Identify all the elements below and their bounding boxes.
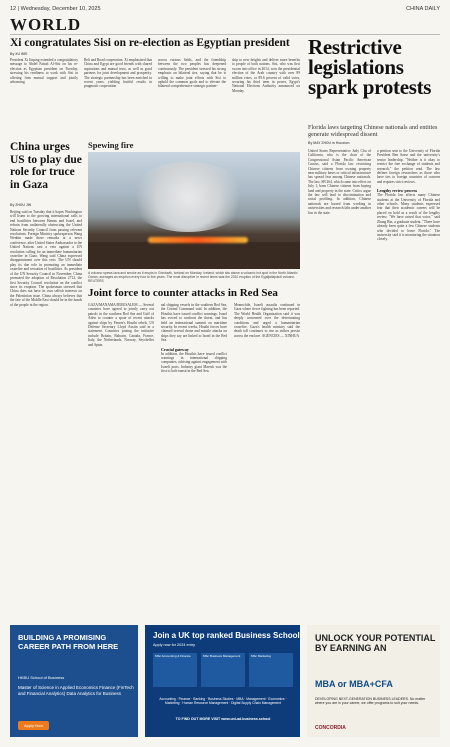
concordia-ad-mba: MBA or MBA+CFA [315, 679, 393, 689]
concordia-ad-title: UNLOCK YOUR POTENTIAL BY EARNING AN [315, 633, 436, 653]
program-tile[interactable]: MSc Accounting & Finance [153, 653, 197, 687]
hkbu-ad-title: BUILDING A PROMISING CAREER PATH FROM HERE [18, 633, 119, 651]
red-sea-column-3: Meanwhile, Israeli assaults continued in Gaza where fierce fighting has been reported. The World Health Organization said it was deeply concerned over the deteriorating conditions and urged a humanitarian ceasefire. Gaza's health ministry said the death toll continues to rise as strikes persist across the enclave. AGENCIES — XINHUA [234, 303, 300, 338]
red-sea-headline: Joint force to counter attacks in Red Sea [88, 287, 278, 299]
china-us-byline: By ZHOU JIN [10, 203, 32, 207]
masthead: CHINA DAILY [406, 6, 440, 12]
smoke-plume [128, 162, 248, 232]
xi-column-2: Belt and Road cooperation. Xi emphasized that China and Egypt are good friends with shared aspirations and mutual trust, as well as good partners for joint development and prosperity. The strategic partnership has been enriched in recent years, yielding fruitful results in pragmatic cooperation [84, 58, 152, 89]
volcano-photo [88, 152, 300, 269]
uk-ad-program-list: Accounting · Finance · Banking · Business Studies · MBA · Management · Economics · Marketing · Human Resource Management · Digital Supply Chain Management [159, 697, 287, 706]
florida-column-2-text: a petition sent to the University of Florida President Ben Sasse and the university's senior leadership. "Neither is it okay to restrict the free exchange of students and research," the petition read. The law defines foreign researchers as those who have ties to foreign countries of concern and requires strict reviews. [377, 149, 440, 184]
page-header [10, 4, 440, 14]
red-sea-column-2-text: nal shipping vessels in the southern Red Sea, the Central Command said. In addition, the Houthis have issued conflict warnings. Israel has vowed to confront the threat, and has held an international summit on maritime security. In recent weeks, Houthi forces have claimed several drone and missile attacks on ships they say are linked to Israel in the Red Sea. [161, 303, 227, 343]
concordia-logo: CONCORDIA [315, 725, 346, 731]
ground [88, 242, 300, 269]
uk-ad-title: Join a UK top ranked Business School [153, 631, 300, 640]
xi-headline: Xi congratulates Sisi on re-election as Egyptian president [10, 37, 290, 49]
red-sea-column-2b-text: In addition, the Houthis have issued conflict warnings in international shipping companies, advising against engagement with Israeli ports. Industry giant Maersk was the first to halt transit in the Red Sea. [161, 351, 227, 374]
florida-column-2 [377, 149, 440, 618]
uk-ad-contact[interactable]: TO FIND OUT MORE VISIT www.uni-ad.business.school [175, 717, 271, 721]
florida-byline: By MAY ZHOU in Houston [308, 141, 350, 145]
xi-column-3: across various fields, and the friendship between the two peoples has deepened continuously. The president stressed his strong emphasis on bilateral ties, saying that he is willing to make joint efforts with Sisi to uphold the common goals and to elevate the bilateral comprehensive strategic partner- [158, 58, 226, 89]
xi-column-1: President Xi Jinping extended a congratulatory message to Abdel Fattah Al-Sisi on his re-election as Egyptian president on Tuesday, stressing his readiness to work with Sisi in offering firm mutual support and jointly advancing [10, 58, 78, 85]
xi-byline: By XU WEI [10, 52, 28, 56]
china-us-headline: China urges US to play due role for truce in Gaza [10, 141, 82, 191]
lava-flow [148, 237, 248, 243]
florida-column-1: United States Representative Judy Chu of California, who is the chair of the Congressional Asian Pacific American Caucus, said a Florida law restricting Chinese citizens from owning property near military bases or critical infrastructure has spread fear among Chinese nationals. The law, SB 264, which came into effect on July 1, bans Chinese citizens from buying land and property in the state. Critics argue the law will lead to discrimination and racial profiling. In addition, Chinese nationals are barred from working in universities and research labs under another law in the state. [308, 149, 371, 215]
hkbu-advertisement[interactable] [10, 625, 138, 737]
photo-title: Spewing fire [88, 140, 134, 150]
concordia-ad-text: DEVELOPING NEXT-GENERATION BUSINESS LEADERS. No matter where you are in your career, we offer programs to suit your needs. [315, 697, 426, 706]
photo-caption: A volcano spews lava and smoke as it erupts in Grindavik, Iceland on Monday. Iceland, which sits above a volcanic hot spot in the North Atlantic Ocean, averages an eruption every four to five years. The most disruptive in recent times was the 2010 eruption of the Eyjafjallajokull volcano. REUTERS [88, 271, 298, 283]
red-sea-subhead: Crucial gateway [161, 346, 189, 352]
china-us-body: Beijing said on Tuesday that it hopes Washington will listen to the growing international calls to end hostilities between Hamas and Israel, and refrain from unilaterally obstructing the United Nations Security Council from passing relevant resolutions. Foreign Ministry spokesperson Wang Wenbin made these remarks at a news conference, after United States Ambassador to the United Nations cast a veto against a UN resolution calling for an immediate humanitarian ceasefire in Gaza. Wang said China expressed disappointment over this veto. The UN should play its due role in promoting an immediate ceasefire and cessation of hostilities. As president of the UN Security Council in November, China promoted the adoption of Resolution 2712, the first Security Council resolution on the conflict since its eruption. The spokesman stressed that China does not have its own selfish interests on the Palestinian issue. China always believes that the fate of the Middle East should be in the hands of the people in the region. [10, 210, 82, 307]
uk-ad-subtitle: Apply now for 2024 entry [153, 643, 196, 647]
concordia-advertisement[interactable] [307, 625, 440, 737]
florida-subhead: Lengthy review process [377, 188, 418, 194]
program-tile[interactable]: MSc Business Management [201, 653, 245, 687]
xi-column-4: ship to new heights and deliver more benefits to people of both nations. Sisi, who was first sworn into office in 2014, won the presidential election of the Arab country with over 89 million votes, or 89.6 percent of valid votes, securing his third term in power, Egypt's National Elections Authority announced on Monday. [232, 58, 300, 93]
florida-column-2b-text: The Florida law affects many Chinese students at the University of Florida and other schools. Many students expressed fear that their academic careers will be placed on hold as a result of the lengthy review. "We have raised that voice," said Zhang Bin, a graduate student. "There have already been quite a few Chinese students who decided to leave Florida." The university said it is monitoring the situation closely. [377, 193, 440, 242]
florida-subtitle: Florida laws targeting Chinese nationals and entities generate widespread dissent [308, 124, 438, 138]
red-sea-column-1: GAZA/MANAMA/JERUSALEM — Several countries have agreed to jointly carry out patrols in the southern Red Sea and Gulf of Aden to counter a spate of recent attacks against ships by Yemen's Houthi rebels, US Defense Secretary Lloyd Austin said in a statement. Countries joining the initiative include Britain, Bahrain, Canada, France, Italy, the Netherlands, Norway, Seychelles and Spain. [88, 303, 154, 347]
program-tile[interactable]: MSc Marketing [249, 653, 293, 687]
hkbu-ad-programs: Master of Science in Applied Economics Finance (FinTech and Financial Analytics) Data Analytics for Business [18, 685, 134, 696]
hkbu-ad-school: HKBU School of Business [18, 675, 65, 680]
page-date: 12 | Wednesday, December 10, 2025 [10, 6, 101, 12]
red-sea-column-2 [161, 303, 227, 619]
uk-business-school-advertisement[interactable] [145, 625, 300, 737]
florida-headline: Restrictive legislations spark protests [308, 35, 432, 99]
section-title: WORLD [10, 15, 82, 34]
apply-now-button[interactable]: Apply Now [18, 721, 49, 730]
